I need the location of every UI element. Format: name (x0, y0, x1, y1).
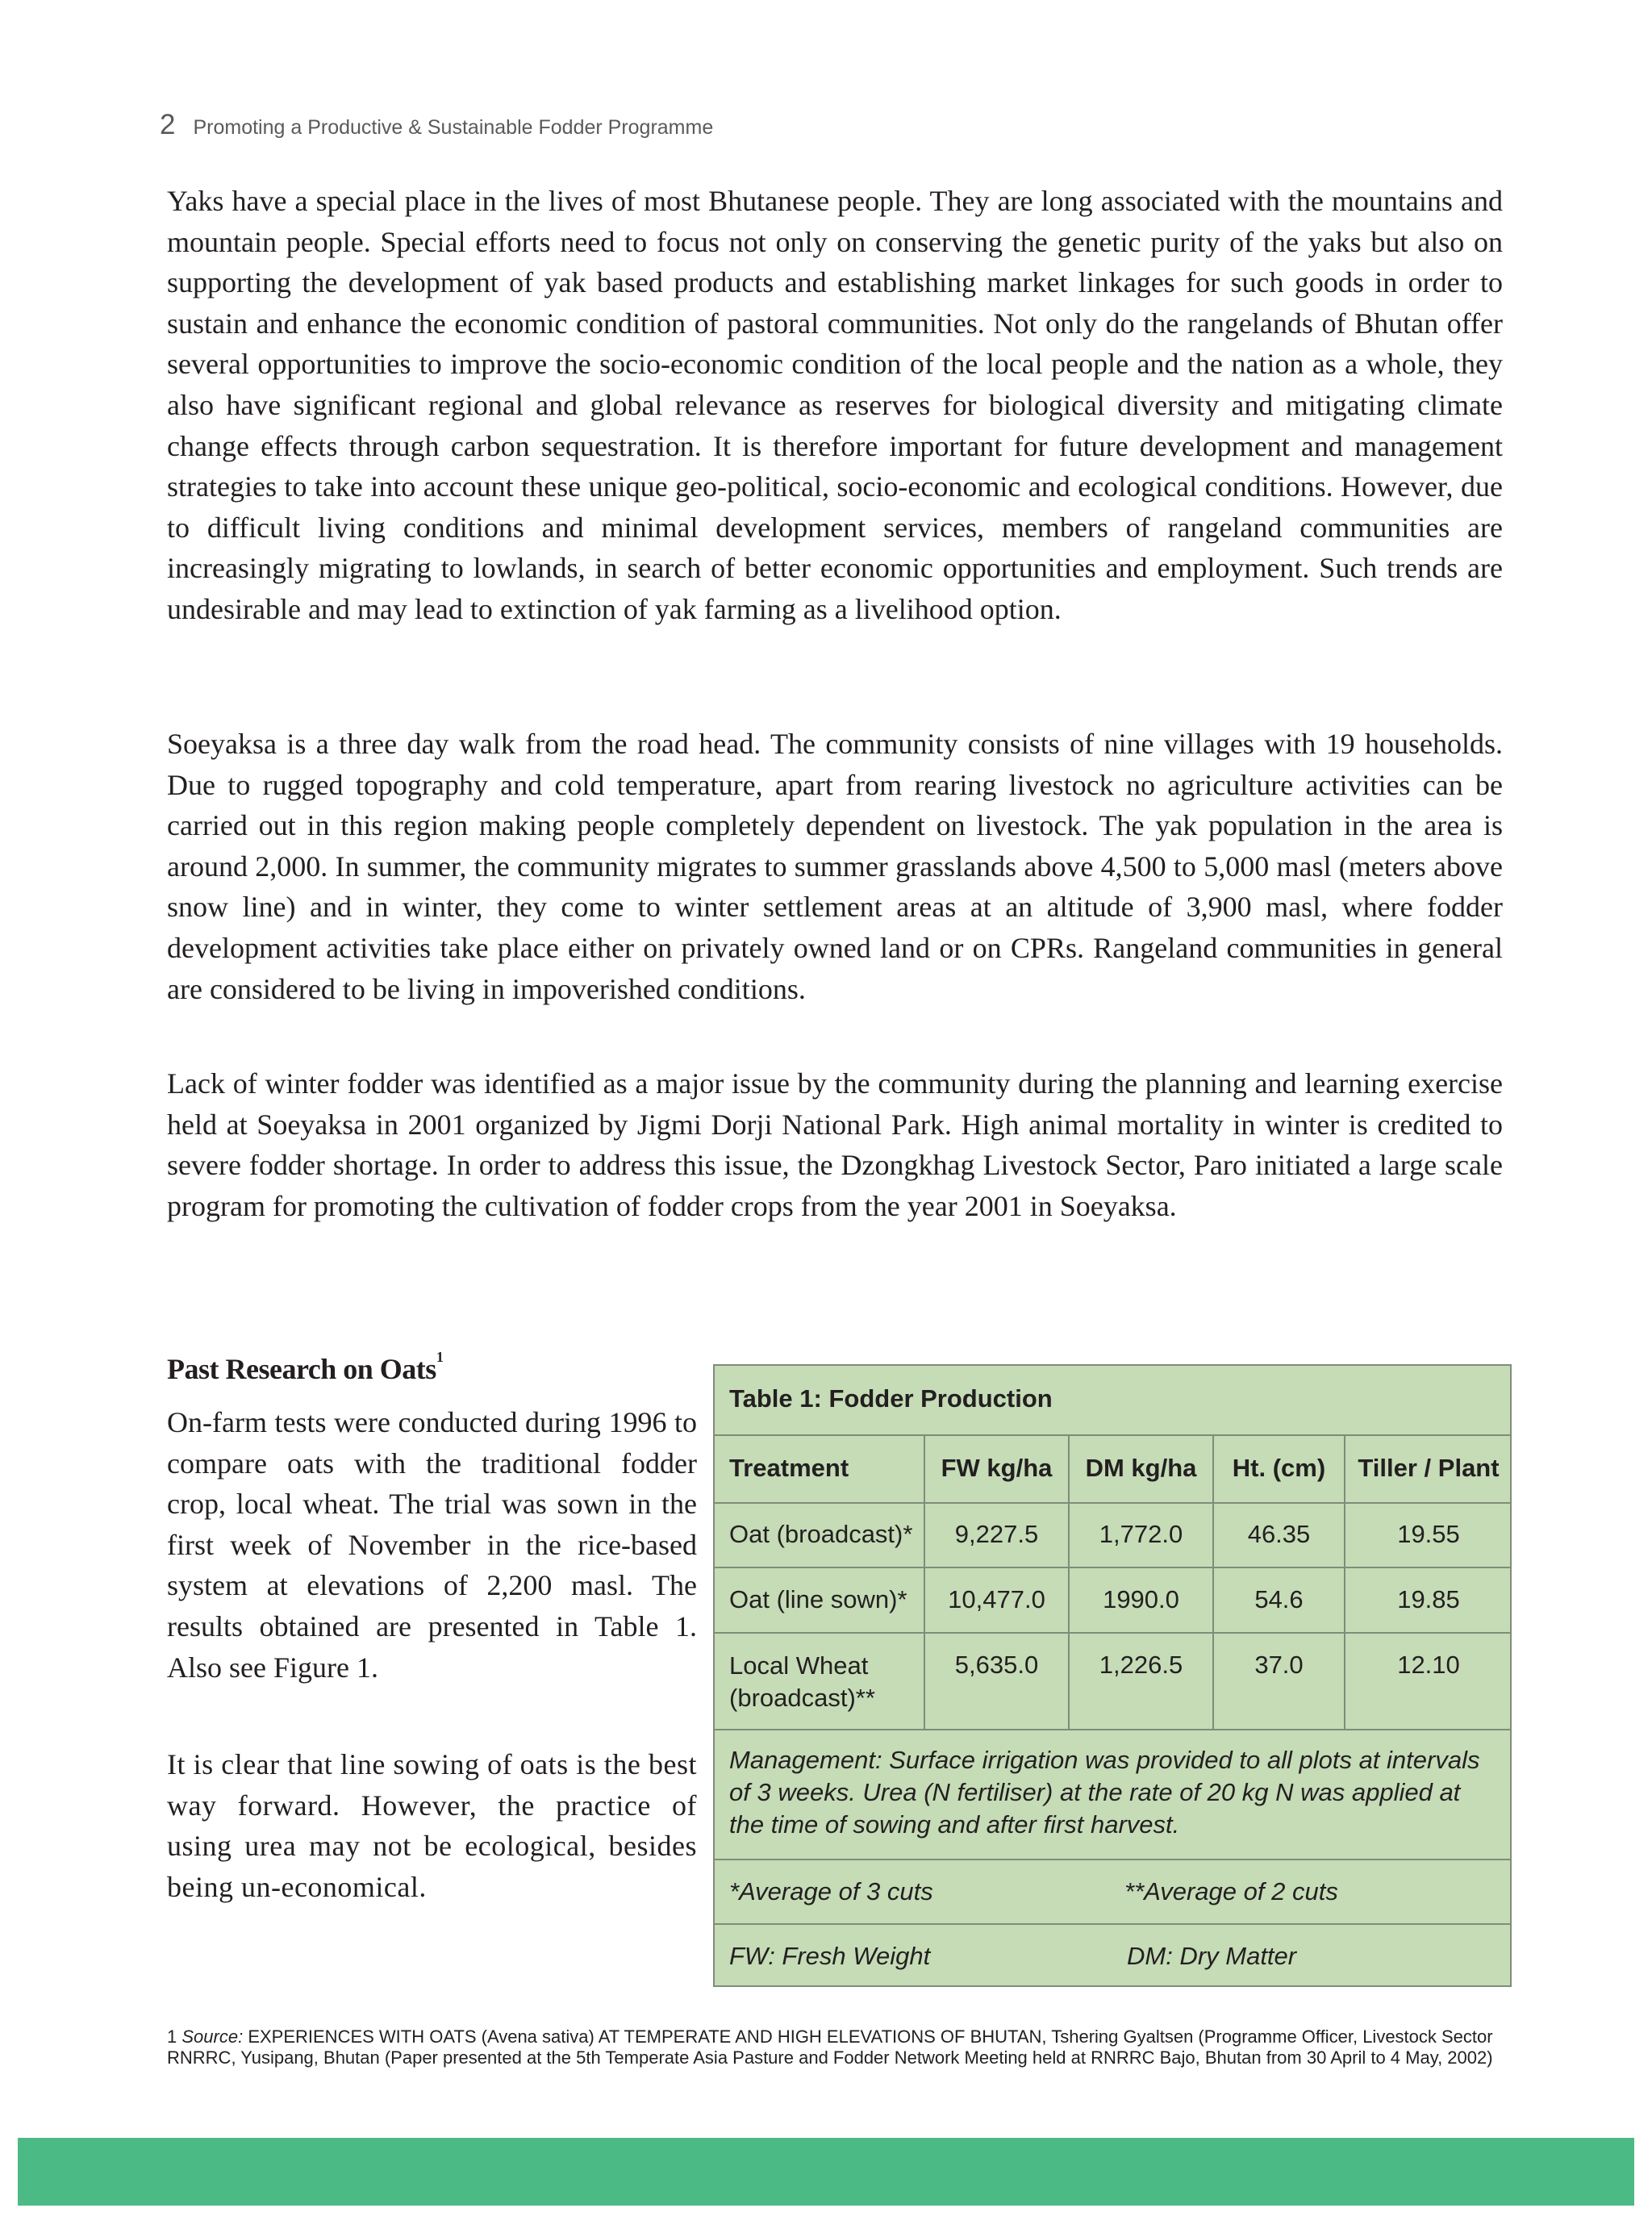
body-paragraph: Soeyaksa is a three day walk from the road head. The community consists of nine villages with 19 households. Due to rugged topography and cold temperature, apart from rearing livestock no agriculture activities can be carried out in this region making people completely dependent on livestock. The yak population in the area is around 2,000. In summer, the community migrates to summer grasslands above 4,500 to 5,000 masl (meters above snow line) and in winter, they come to winter settlement areas at an altitude of 3,900 masl, where fodder development activities take place either on privately owned land or on CPRs. Rangeland communities in general are considered to be living in impoverished conditions. (167, 728, 1503, 1005)
footnote-label: Source: (181, 2027, 244, 2047)
management-note: Management: Surface irrigation was provided to all plots at intervals of 3 weeks. Urea (N fertiliser) at the rate of 20 kg N was applied at the time of sowing and after first harvest. (729, 1746, 1480, 1839)
table-rule (715, 1632, 1510, 1634)
footnote-number: 1 (167, 2027, 177, 2047)
footnote-marker: 1 (436, 1349, 444, 1365)
table-cell: 1990.0 (1103, 1585, 1179, 1613)
running-title: Promoting a Productive & Sustainable Fodder Programme (193, 116, 714, 139)
section-paragraph: On-farm tests were conducted during 1996 to compare oats with the traditional fodder crop, local wheat. The trial was sown in the first week of November in the rice-based system at elevations of 2,200 masl. The results obtained are presented in Table 1. Also see Figure 1. (167, 1406, 697, 1684)
section-heading-text: Past Research on Oats (167, 1353, 436, 1385)
body-paragraph: Lack of winter fodder was identified as a major issue by the community during the planning and learning exercise held at Soeyaksa in 2001 organized by Jigmi Dorji National Park. High animal mortality in winter is credited to severe fodder shortage. In order to address this issue, the Dzongkhag Livestock Sector, Paro initiated a large scale program for promoting the cultivation of fodder crops from the year 2001 in Soeyaksa. (167, 1067, 1503, 1222)
table-cell: 19.55 (1397, 1520, 1460, 1548)
section-heading (167, 1343, 443, 1389)
column-header: DM kg/ha (1085, 1454, 1197, 1482)
body-paragraph: Yaks have a special place in the lives of most Bhutanese people. They are long associated with the mountains and mountain people. Special efforts need to focus not only on conserving the genetic purity of the yaks but also on supporting the development of yak based products and establishing market linkages for such goods in order to sustain and enhance the economic condition of pastoral communities. Not only do the rangelands of Bhutan offer several opportunities to improve the socio-economic condition of the local people and the nation as a whole, they also have significant regional and global relevance as reserves for biological diversity and mitigating climate change effects through carbon sequestration. It is therefore important for future development and management strategies to take into account these unique geo-political, socio-economic and ecological conditions. However, due to difficult living conditions and minimal development services, members of rangeland communities are increasingly migrating to lowlands, in search of better economic opportunities and employment. Such trends are undesirable and may lead to extinction of yak farming as a livelihood option. (167, 185, 1503, 625)
table-cell: 5,635.0 (954, 1651, 1039, 1679)
section-paragraph: It is clear that line sowing of oats is the best way forward. However, the practice of using urea may not be ecological, besides being un-economical. (167, 1748, 697, 1903)
column-header: FW kg/ha (941, 1454, 1053, 1482)
table-cell: 54.6 (1254, 1585, 1304, 1613)
table-cell: Local Wheat (broadcast)** (729, 1651, 875, 1712)
table-note: *Average of 3 cuts (729, 1877, 933, 1906)
table-caption: Table 1: Fodder Production (729, 1384, 1053, 1413)
table-cell: 10,477.0 (948, 1585, 1045, 1613)
footnote (167, 2027, 1522, 2068)
table-rule (715, 1434, 1510, 1436)
column-header: Treatment (729, 1454, 849, 1482)
fodder-production-table (713, 1364, 1512, 1987)
page-number: 2 (160, 109, 176, 140)
column-header: Ht. (cm) (1232, 1454, 1326, 1482)
footer-bar (18, 2138, 1634, 2206)
table-rule (715, 1567, 1510, 1568)
table-rule (715, 1502, 1510, 1504)
table-rule (715, 1923, 1510, 1925)
table-cell: 46.35 (1247, 1520, 1311, 1548)
table-rule (715, 1729, 1510, 1730)
table-note: DM: Dry Matter (1127, 1942, 1297, 1970)
footnote-text: EXPERIENCES WITH OATS (Avena sativa) AT TEMPERATE AND HIGH ELEVATIONS OF BHUTAN, Tshering Gyaltsen (Programme Officer, Livestock Sector RNRRC, Yusipang, Bhutan (Paper presented at the 5th Temperate Asia Pasture and Fodder Network Meeting held at RNRRC Bajo, Bhutan from 30 April to 4 May, 2002) (167, 2027, 1493, 2068)
table-note: **Average of 2 cuts (1124, 1877, 1338, 1906)
column-header: Tiller / Plant (1358, 1454, 1500, 1482)
table-cell: Oat (broadcast)* (729, 1520, 913, 1548)
table-cell: 1,772.0 (1099, 1520, 1183, 1548)
table-cell: 19.85 (1397, 1585, 1460, 1613)
table-cell: 37.0 (1254, 1651, 1304, 1679)
table-note: FW: Fresh Weight (729, 1942, 931, 1970)
table-cell: 9,227.5 (954, 1520, 1039, 1548)
table-rule (715, 1859, 1510, 1860)
running-header (160, 109, 713, 141)
table-cell: Oat (line sown)* (729, 1585, 907, 1613)
table-cell: 1,226.5 (1099, 1651, 1183, 1679)
table-cell: 12.10 (1397, 1651, 1460, 1679)
